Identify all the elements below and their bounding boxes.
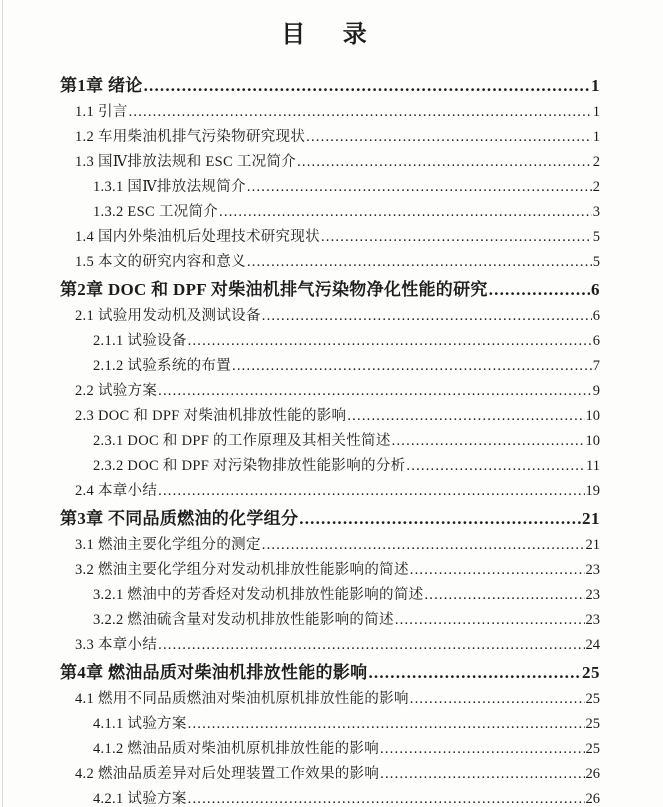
- toc-entry: [60, 454, 600, 479]
- toc-entry-title: 2.3 DOC 和 DPF 对柴油机排放性能的影响: [75, 408, 347, 424]
- dot-leader: [406, 457, 585, 476]
- toc-entry: [60, 479, 600, 504]
- toc-entry-page: 6: [591, 280, 600, 299]
- toc-entry-page: 9: [592, 383, 600, 399]
- dot-leader: [262, 536, 585, 555]
- dot-leader: [188, 715, 585, 734]
- toc-entry: [60, 787, 600, 807]
- toc-entry-title: 第3章 不同品质燃油的化学组分: [60, 509, 299, 528]
- toc-entry-title: 4.1 燃用不同品质燃油对柴油机原机排放性能的影响: [75, 691, 409, 707]
- dot-leader: [158, 382, 592, 401]
- toc-entry: [60, 71, 600, 100]
- toc-entry-page: 21: [585, 537, 600, 553]
- toc-entry: [60, 608, 600, 633]
- toc-entry-title: 1.5 本文的研究内容和意义: [75, 254, 246, 270]
- dot-leader: [297, 153, 592, 172]
- toc-entry-title: 2.4 本章小结: [75, 483, 158, 499]
- dot-leader: [219, 203, 592, 222]
- toc-entry-title: 1.3.2 ESC 工况简介: [93, 204, 219, 220]
- dot-leader: [247, 178, 592, 197]
- toc-entry-page: 25: [585, 716, 600, 732]
- toc-entry-title: 1.2 车用柴油机排气污染物研究现状: [75, 129, 306, 145]
- dot-leader: [299, 507, 581, 530]
- toc-entry-page: 23: [585, 587, 600, 603]
- toc-entry-title: 2.3.2 DOC 和 DPF 对污染物排放性能影响的分析: [93, 458, 406, 474]
- toc-entry-title: 4.2.1 试验方案: [93, 791, 187, 807]
- dot-leader: [424, 586, 584, 605]
- dot-leader: [489, 278, 590, 301]
- dot-leader: [392, 432, 585, 451]
- toc-entry: [60, 658, 600, 687]
- toc-entry-page: 19: [585, 483, 600, 499]
- toc-entry: [60, 250, 600, 275]
- dot-leader: [395, 611, 585, 630]
- toc-entry-page: 5: [592, 254, 600, 270]
- toc-entry-page: 1: [591, 76, 600, 95]
- toc-entry-title: 3.3 本章小结: [75, 637, 158, 653]
- toc-entry-title: 4.2 燃油品质差异对后处理装置工作效果的影响: [75, 766, 380, 782]
- dot-leader: [410, 561, 585, 580]
- toc-entry: [60, 583, 600, 608]
- toc-entry-title: 2.3.1 DOC 和 DPF 的工作原理及其相关性简述: [93, 433, 391, 449]
- toc-entry: [60, 329, 600, 354]
- toc-entry-page: 6: [592, 308, 600, 324]
- toc-entry: [60, 737, 600, 762]
- toc-list: [60, 71, 600, 807]
- dot-leader: [347, 407, 584, 426]
- toc-entry-page: 26: [585, 791, 600, 807]
- toc-entry-title: 第1章 绪论: [60, 76, 143, 95]
- toc-entry-title: 第4章 燃油品质对柴油机排放性能的影响: [60, 663, 368, 682]
- dot-leader: [380, 740, 584, 759]
- toc-entry: [60, 150, 600, 175]
- dot-leader: [158, 482, 584, 501]
- dot-leader: [158, 636, 584, 655]
- toc-entry-title: 4.1.1 试验方案: [93, 716, 187, 732]
- dot-leader: [410, 690, 585, 709]
- toc-entry: [60, 429, 600, 454]
- toc-entry-page: 25: [582, 663, 600, 682]
- toc-entry-page: 24: [585, 637, 600, 653]
- toc-entry: [60, 379, 600, 404]
- dot-leader: [262, 307, 592, 326]
- dot-leader: [306, 128, 592, 147]
- toc-entry-page: 23: [585, 612, 600, 628]
- toc-entry-title: 3.2 燃油主要化学组分对发动机排放性能影响的简述: [75, 562, 409, 578]
- toc-entry-page: 2: [592, 179, 600, 195]
- toc-entry-title: 1.4 国内外柴油机后处理技术研究现状: [75, 229, 320, 245]
- toc-entry-page: 1: [592, 129, 600, 145]
- toc-entry-page: 21: [582, 509, 600, 528]
- toc-entry-title: 2.1.2 试验系统的布置: [93, 358, 232, 374]
- toc-entry: [60, 404, 600, 429]
- toc-entry: [60, 100, 600, 125]
- toc-entry-page: 5: [592, 229, 600, 245]
- toc-entry: [60, 354, 600, 379]
- toc-entry: [60, 712, 600, 737]
- dot-leader: [321, 228, 592, 247]
- toc-entry: [60, 558, 600, 583]
- page-title: 目 录: [281, 22, 369, 48]
- toc-entry-page: 23: [585, 562, 600, 578]
- dot-leader: [247, 253, 592, 272]
- dot-leader: [380, 765, 584, 784]
- toc-entry: [60, 175, 600, 200]
- toc-entry-title: 3.2.2 燃油硫含量对发动机排放性能影响的简述: [93, 612, 394, 628]
- toc-entry-title: 3.2.1 燃油中的芳香烃对发动机排放性能影响的简述: [93, 587, 424, 603]
- dot-leader: [188, 332, 592, 351]
- toc-entry-page: 25: [585, 741, 600, 757]
- toc-entry: [60, 533, 600, 558]
- toc-entry-page: 6: [592, 333, 600, 349]
- toc-entry-title: 2.1.1 试验设备: [93, 333, 187, 349]
- toc-entry-page: 2: [592, 154, 600, 170]
- toc-entry: [60, 687, 600, 712]
- toc-entry-title: 2.1 试验用发动机及测试设备: [75, 308, 261, 324]
- dot-leader: [144, 74, 590, 97]
- toc-entry-title: 第2章 DOC 和 DPF 对柴油机排气污染物净化性能的研究: [60, 280, 488, 299]
- toc-entry-title: 3.1 燃油主要化学组分的测定: [75, 537, 261, 553]
- toc-entry-page: 7: [592, 358, 600, 374]
- toc-entry-page: 10: [585, 433, 600, 449]
- toc-entry: [60, 125, 600, 150]
- dot-leader: [368, 661, 581, 684]
- toc-entry-page: 26: [585, 766, 600, 782]
- toc-entry-page: 25: [585, 691, 600, 707]
- toc-entry: [60, 275, 600, 304]
- toc-entry-title: 4.1.2 燃油品质对柴油机原机排放性能的影响: [93, 741, 380, 757]
- toc-entry: [60, 504, 600, 533]
- toc-entry-title: 1.3.1 国Ⅳ排放法规简介: [93, 179, 246, 195]
- dot-leader: [129, 103, 592, 122]
- toc-entry-page: 10: [585, 408, 600, 424]
- toc-entry-page: 1: [592, 104, 600, 120]
- toc-entry-title: 1.1 引言: [75, 104, 128, 120]
- toc-entry: [60, 633, 600, 658]
- toc-entry-page: 3: [592, 204, 600, 220]
- scan-edge-artifact: [2, 0, 3, 807]
- toc-entry-title: 2.2 试验方案: [75, 383, 158, 399]
- dot-leader: [188, 790, 585, 807]
- dot-leader: [232, 357, 592, 376]
- toc-entry: [60, 200, 600, 225]
- toc-entry: [60, 304, 600, 329]
- toc-entry-page: 11: [586, 458, 600, 474]
- toc-entry-title: 1.3 国Ⅳ排放法规和 ESC 工况简介: [75, 154, 297, 170]
- toc-entry: [60, 762, 600, 787]
- toc-entry: [60, 225, 600, 250]
